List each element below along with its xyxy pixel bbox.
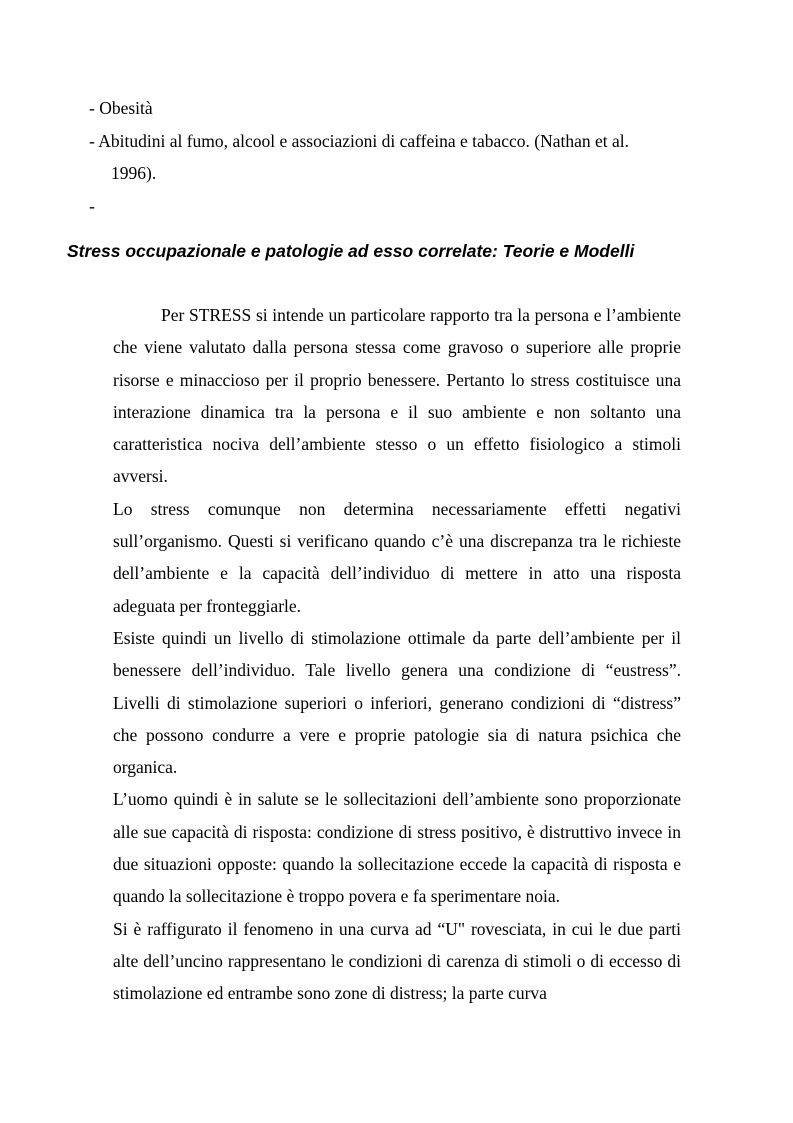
paragraph: L’uomo quindi è in salute se le sollecitazioni dell’ambiente sono proporzionate alle sue capacità di risposta: condizione di stress positivo, è distruttivo invece in due situazioni opposte: quando la sollecitazione eccede la capacità di risposta e quando la sollecitazione è troppo povera e fa sperimentare noia. bbox=[113, 789, 681, 907]
paragraph: Si è raffigurato il fenomeno in una curva ad “U" rovesciata, in cui le due parti alte dell’uncino rappresentano le condizioni di carenza di stimoli o di eccesso di stimolazione ed entrambe sono zone di distress; la parte curva bbox=[113, 918, 681, 1004]
list-item-text: Obesità bbox=[99, 98, 153, 118]
list-item bbox=[89, 125, 681, 158]
list-dash: - bbox=[89, 98, 100, 118]
list-item-text: Abitudini al fumo, alcool e associazioni di caffeina e tabacco. (Nathan et al. bbox=[98, 130, 630, 151]
list-item bbox=[89, 92, 681, 125]
paragraph: Per STRESS si intende un particolare rapporto tra la persona e l’ambiente che viene valutato dalla persona stessa come gravoso o superiore alle proprie risorse e minaccioso per il proprio benessere. Pertanto lo stress costituisce una interazione dinamica tra la persona e il suo ambiente e non soltanto una caratteristica nociva dell’ambiente stesso o un effetto fisiologico a stimoli avversi. bbox=[113, 305, 681, 487]
section-heading: Stress occupazionale e patologie ad esso correlate: Teorie e Modelli bbox=[67, 241, 635, 261]
paragraph: Lo stress comunque non determina necessariamente effetti negativi sull’organismo. Questi si verificano quando c’è una discrepanza tra le richieste dell’ambiente e la capacità dell’individuo di mettere in atto una risposta adeguata per fronteggiarle. bbox=[113, 498, 681, 616]
paragraph: Esiste quindi un livello di stimolazione ottimale da parte dell’ambiente per il benessere dell’individuo. Tale livello genera una condizione di “eustress”. Livelli di stimolazione superiori o inferiori, generano condizioni di “distress” che possono condurre a vere e proprie patologie sia di natura psichica che organica. bbox=[113, 627, 681, 778]
list-item-continuation: 1996). bbox=[111, 163, 157, 183]
list-item bbox=[89, 190, 681, 223]
list-dash: - bbox=[89, 130, 99, 151]
list-dash: - bbox=[89, 195, 95, 216]
risk-factor-list bbox=[89, 92, 681, 222]
body-text bbox=[113, 299, 681, 1010]
